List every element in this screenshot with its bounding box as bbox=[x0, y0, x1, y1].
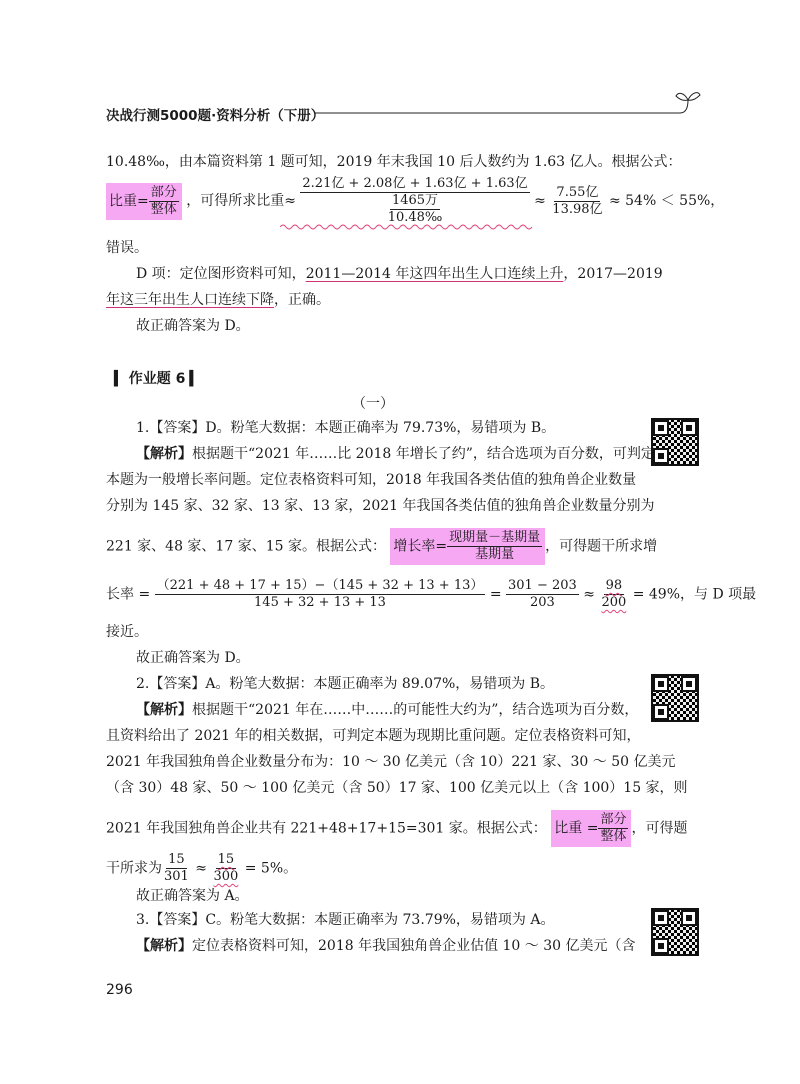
leaf-icon bbox=[676, 93, 688, 100]
text-line: 10.48‰，由本篇资料第 1 题可知，2019 年末我国 10 后人数约为 1.63 亿人。根据公式： bbox=[106, 154, 682, 170]
page-number: 296 bbox=[106, 982, 133, 998]
q1-answer: 1.【答案】D。粉笔大数据：本题正确率为 79.73%，易错项为 B。 bbox=[136, 420, 556, 436]
formula-highlight: 比重 = $\frac{\text{部分}}{\text{整体}}$ bbox=[551, 810, 631, 847]
d-item-line: D 项：定位图形资料可知，2011—2014 年这四年出生人口连续上升，2017—2019 bbox=[136, 266, 663, 282]
q1-analysis-line: 本题为一般增长率问题。定位表格资料可知，2018 年我国各类估值的独角兽企业数量 bbox=[106, 472, 637, 488]
section-subtitle: （一） bbox=[352, 396, 394, 412]
q1-formula-line: 221 家、48 家、17 家、15 家。根据公式： 增长率= $\frac{\text{现期量－基期量}}{\text{基期量}}$ ，可得题干所求增 bbox=[106, 528, 657, 565]
q2-formula-line: 2021 年我国独角兽企业共有 221+48+17+15=301 家。根据公式： 比重 = $\frac{\text{部分}}{\text{整体}}$ ，可得题 bbox=[106, 810, 687, 847]
q2-calc-line: 干所求为 $\frac{15}{301}$ ≈ $\frac{15}{300}$ = 5%。 bbox=[106, 852, 298, 884]
q2-analysis-line: 2021 年我国独角兽企业数量分布为：10 ～ 30 亿美元（含 10）221 家、30 ～ 50 亿美元 bbox=[106, 754, 676, 770]
q2-answer: 2.【答案】A。粉笔大数据：本题正确率为 89.07%，易错项为 B。 bbox=[136, 676, 555, 692]
text-line: 接近。 bbox=[106, 624, 148, 640]
answer-line: 故正确答案为 D。 bbox=[136, 318, 250, 334]
q3-answer: 3.【答案】C。粉笔大数据：本题正确率为 73.79%，易错项为 A。 bbox=[136, 912, 555, 928]
answer-line: 故正确答案为 A。 bbox=[136, 888, 249, 904]
q2-analysis-line: （含 30）48 家、50 ～ 100 亿美元（含 50）17 家、100 亿美元以上（含 100）15 家，则 bbox=[106, 780, 688, 796]
q2-analysis-line: 【解析】根据题干“2021 年在……中……的可能性大约为”，结合选项为百分数， bbox=[136, 702, 639, 718]
q2-analysis-line: 且资料给出了 2021 年的相关数据，可判定本题为现期比重问题。定位表格资料可知， bbox=[106, 728, 641, 744]
formula-highlight: 增长率= $\frac{\text{现期量－基期量}}{\text{基期量}}$ bbox=[390, 528, 545, 565]
qr-code-icon[interactable] bbox=[651, 674, 699, 722]
wavy-underline bbox=[280, 222, 540, 232]
q1-analysis-line: 【解析】根据题干“2021 年……比 2018 年增长了约”，结合选项为百分数，可判定 bbox=[136, 446, 655, 462]
q1-calc-line: 长率 = $\frac{(221 + 48 + 17 + 15)-(145 + 32 + 13 + 13)}{145 + 32 + 13 + 13}$ = $\frac{301 - 203}{203}$ ≈ $\frac{98}{200}$ = 49%，与 D 项最 bbox=[106, 578, 757, 610]
d-item-line-2: 年这三年出生人口连续下降，正确。 bbox=[106, 292, 330, 308]
qr-code-icon[interactable] bbox=[651, 908, 699, 956]
section-title: ▍ 作业题 6 ▍ bbox=[114, 371, 201, 387]
formula-highlight: 比重= $\frac{\text{部分}}{\text{整体}}$ bbox=[106, 183, 182, 220]
answer-line: 故正确答案为 D。 bbox=[136, 650, 250, 666]
q3-analysis-line: 【解析】定位表格资料可知，2018 年我国独角兽企业估值 10 ～ 30 亿美元（含 bbox=[136, 938, 636, 954]
qr-code-icon[interactable] bbox=[651, 418, 699, 466]
header-rule bbox=[0, 80, 800, 130]
text-line: 错误。 bbox=[106, 240, 148, 256]
formula-line: 比重= $\frac{\text{部分}}{\text{整体}}$ ，可得所求比重≈ $\frac{\text{2.21亿 + 2.08亿 + 1.63亿 + 1.63亿}}{\frac{\text{1465万}}{10.48‰}}$ ≈ $\frac{\text{7.55亿}}{\text{13.98亿}}$ ≈ 54% ＜ 55%， bbox=[106, 176, 724, 226]
running-header-title: 决战行测5000题·资料分析（下册） bbox=[106, 108, 325, 124]
q1-analysis-line: 分别为 145 家、32 家、13 家、13 家，2021 年我国各类估值的独角兽企业数量分别为 bbox=[106, 498, 655, 514]
